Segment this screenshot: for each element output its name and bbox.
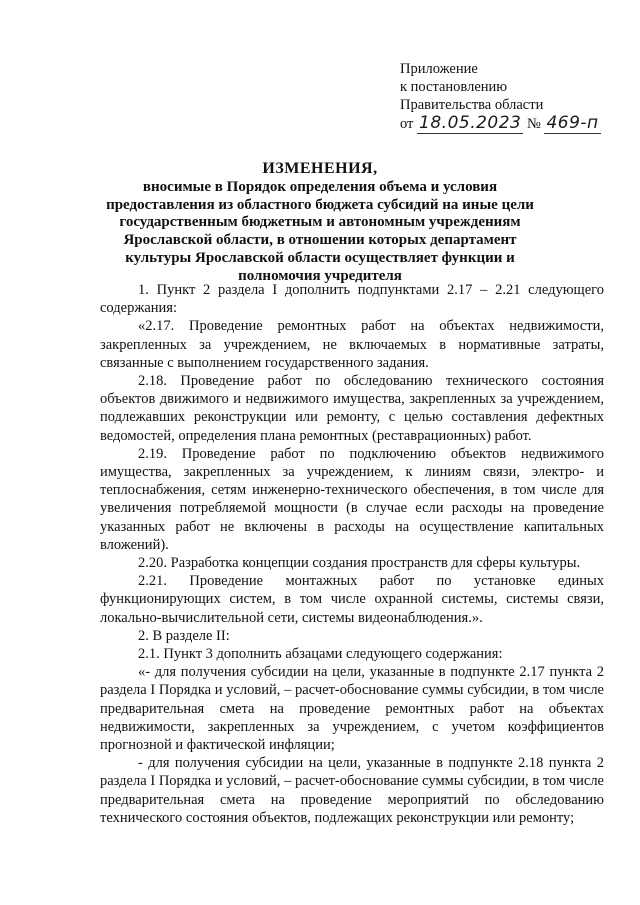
from-label: от (400, 116, 414, 132)
appendix-line-3: Правительства области (400, 97, 544, 113)
paragraph: 2. В разделе II: (138, 627, 230, 644)
appendix-line-1: Приложение (400, 61, 478, 77)
paragraph: 1. Пункт 2 раздела I дополнить подпунктами 2.17 – 2.21 следующего содержания: (100, 282, 604, 317)
title-subtitle: вносимые в Порядок определения объема и условия предоставления из областного бюджета субсидий на иные цели государственным бюджетным и автономным учреждениям Ярославской области, в отношении которых департамент культуры Ярославской области осуществляет функции и полномочия учредителя (106, 178, 534, 284)
handwritten-date: 18.05.2023 (419, 113, 522, 133)
document-title (90, 160, 550, 286)
paragraph: «2.17. Проведение ремонтных работ на объектах недвижимости, закрепленных за учреждением, не включаемых в нормативные затраты, связанные с выполнением государственного задания. (100, 318, 604, 371)
paragraph: 2.19. Проведение работ по подключению объектов недвижимого имущества, закрепленных за учреждением, к линиям связи, электро- и теплоснабжения, сетям инженерно-технического обеспечения, в том числе для увеличения потребляемой мощности (в случае если расходы на проведение указанных работ не включены в расходы на осуществление капитальных вложений). (100, 445, 604, 553)
appendix-block (400, 60, 620, 133)
title-main: ИЗМЕНЕНИЯ, (262, 160, 378, 177)
paragraph: 2.21. Проведение монтажных работ по установке единых функционирующих систем, в том числе охранной системы, системы связи, локально-вычислительной сети, системы видеонаблюдения.». (100, 573, 604, 626)
paragraph: - для получения субсидии на цели, указанные в подпункте 2.18 пункта 2 раздела I Порядка и условий, – расчет-обоснование суммы субсидии, в том числе предварительная смета на проведение мероприятий по обследованию технического состояния объектов, подлежащих реконструкции или ремонту; (100, 755, 604, 826)
document-body (100, 281, 604, 827)
paragraph: 2.1. Пункт 3 дополнить абзацами следующего содержания: (138, 646, 503, 663)
appendix-date-line (400, 114, 620, 133)
appendix-line-2: к постановлению (400, 79, 508, 95)
paragraph: 2.20. Разработка концепции создания пространств для сферы культуры. (138, 555, 581, 572)
paragraph: «- для получения субсидии на цели, указанные в подпункте 2.17 пункта 2 раздела I Порядка и условий, – расчет-обоснование суммы субсидии, в том числе предварительная смета на проведение ремонтных работ на объектах недвижимости, закрепленных за учреждением, с учетом коэффициентов прогнозной и фактической инфляции; (100, 664, 604, 754)
handwritten-number: 469-п (546, 113, 599, 133)
paragraph: 2.18. Проведение работ по обследованию технического состояния объектов движимого и недвижимого имущества, закрепленных за учреждением, подлежавших реконструкции или ремонту, с целью составления дефектных ведомостей, определения плана ремонтных (реставрационных) работ. (100, 373, 604, 444)
number-label: № (527, 116, 541, 132)
